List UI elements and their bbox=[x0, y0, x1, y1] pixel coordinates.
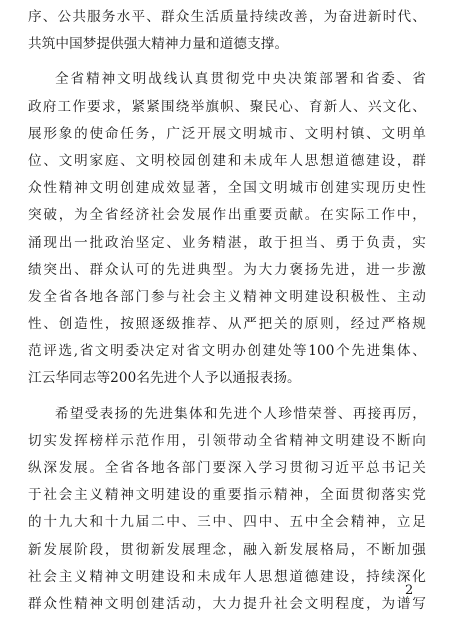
text-line: 于社会主义精神文明建设的重要指示精神，全面贯彻落实党 bbox=[28, 487, 426, 504]
text-line: 发全省各地各部门参与社会主义精神文明建设积极性、主动 bbox=[28, 288, 426, 305]
text-line: 性、创造性，按照逐级推荐、从严把关的原则，经过严格规 bbox=[28, 316, 426, 333]
text-line: 的十九大和十九届二中、三中、四中、五中全会精神，立足 bbox=[28, 514, 426, 531]
paragraph-2 bbox=[28, 66, 426, 392]
text-line: 新发展阶段，贯彻新发展理念，融入新发展格局，不断加强 bbox=[28, 541, 426, 558]
text-line: 希望受表扬的先进集体和先进个人珍惜荣誉、再接再厉， bbox=[55, 405, 426, 422]
text-line: 位、文明家庭、文明校园创建和未成年人思想道德建设，群 bbox=[28, 152, 426, 169]
text-line: 社会主义精神文明建设和未成年人思想道德建设，持续深化 bbox=[28, 568, 426, 585]
text-line: 突破，为全省经济社会发展作出重要贡献。在实际工作中， bbox=[28, 207, 426, 224]
text-line: 群众性精神文明创建活动，大力提升社会文明程度，为谱写 bbox=[28, 595, 426, 612]
text-line: 绩突出、群众认可的先进典型。为大力褒扬先进，进一步激 bbox=[28, 261, 426, 278]
paragraph-3 bbox=[28, 401, 426, 618]
text-line: 江云华同志等200名先进个人予以通报表扬。 bbox=[28, 370, 301, 387]
text-line: 序、公共服务水平、群众生活质量持续改善，为奋进新时代、 bbox=[28, 9, 426, 25]
text-line: 全省精神文明战线认真贯彻党中央决策部署和省委、省 bbox=[55, 71, 426, 88]
text-line: 政府工作要求，紧紧围绕举旗帜、聚民心、育新人、兴文化、 bbox=[28, 98, 426, 115]
text-line: 展形象的使命任务，广泛开展文明城市、文明村镇、文明单 bbox=[28, 125, 426, 142]
text-line: 切实发挥榜样示范作用，引领带动全省精神文明建设不断向 bbox=[28, 432, 426, 449]
text-line: 共筑中国梦提供强大精神力量和道德支撑。 bbox=[28, 36, 289, 53]
document-body bbox=[28, 4, 426, 618]
text-line: 纵深发展。全省各地各部门要深入学习贯彻习近平总书记关 bbox=[28, 460, 426, 476]
paragraph-1 bbox=[28, 4, 426, 58]
text-line: 范评选,省文明委决定对省文明办创建处等100个先进集体、 bbox=[28, 343, 426, 360]
text-line: 众性精神文明创建成效显著，全国文明城市创建实现历史性 bbox=[28, 180, 426, 197]
text-line: 涌现出一批政治坚定、业务精湛，敢于担当、勇于负责，实 bbox=[28, 234, 426, 251]
page-number: 2 bbox=[405, 583, 414, 598]
